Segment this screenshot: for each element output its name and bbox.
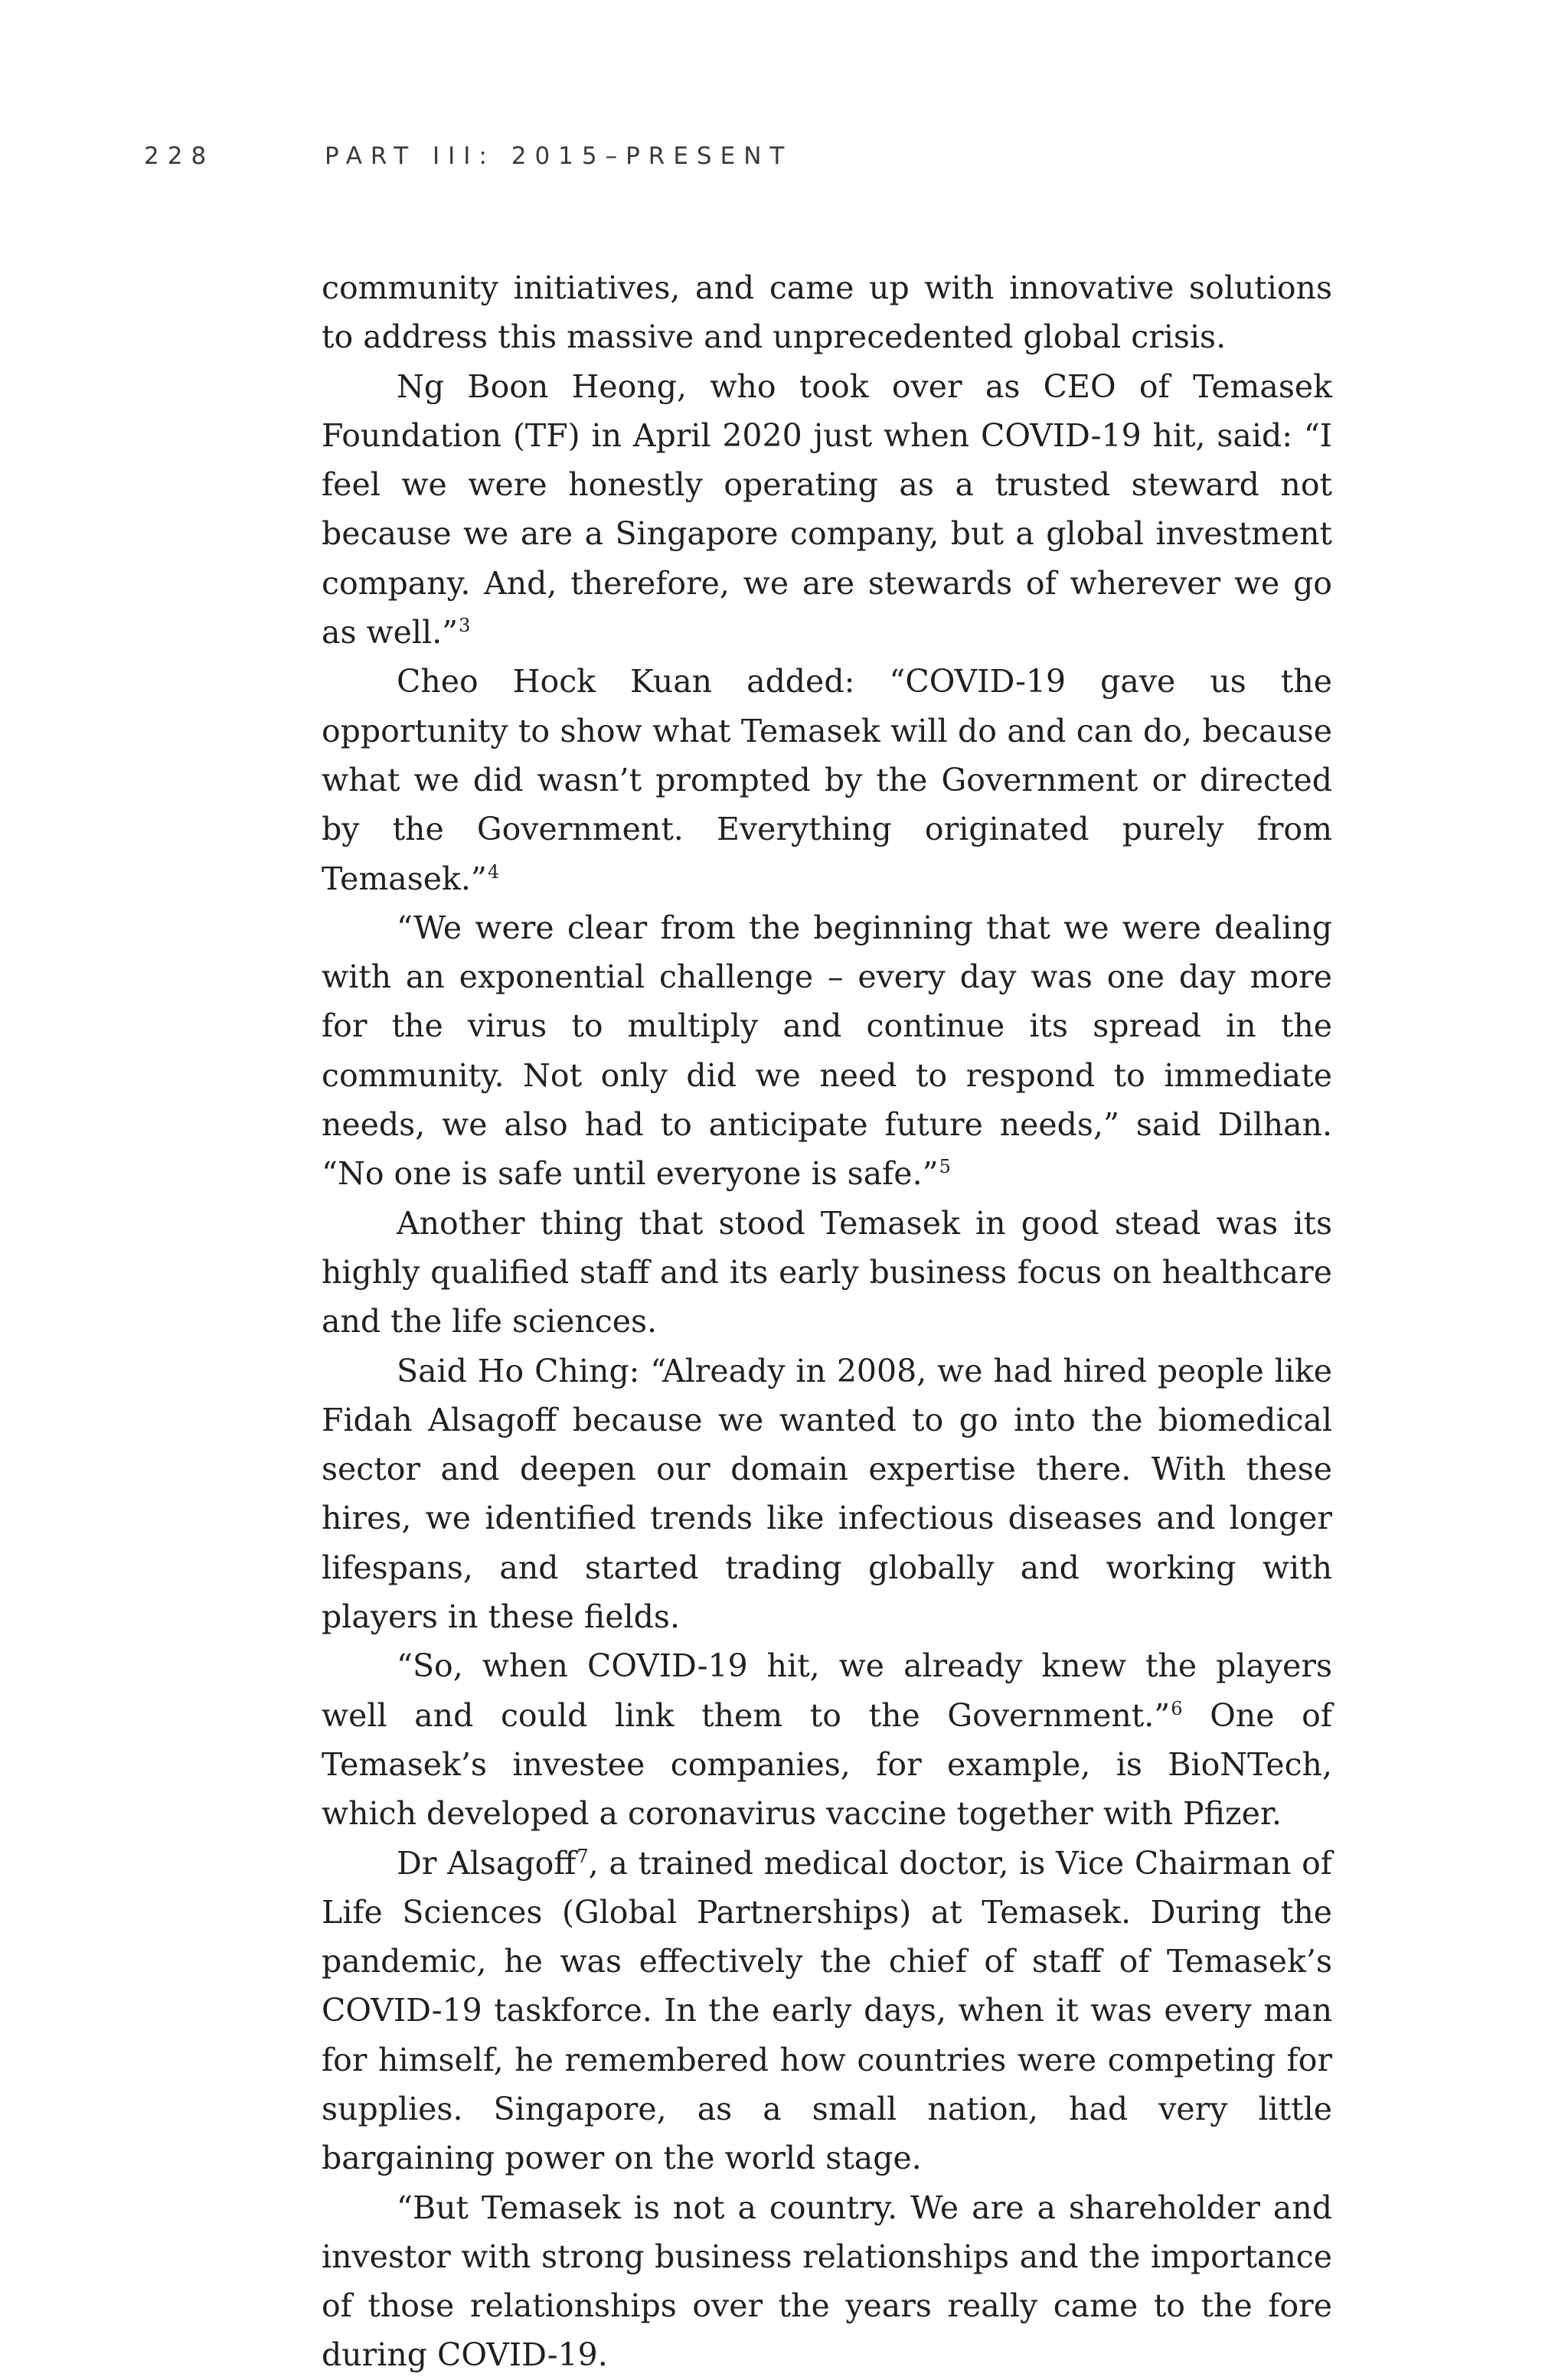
paragraph-text: Another thing that stood Temasek in good stead was its highly qualified staff and its early business focus on healthcare and the life sciences. (322, 1204, 1332, 1340)
running-title: PART III: 2015–PRESENT (325, 142, 793, 170)
paragraph (322, 1347, 1332, 1642)
running-header (144, 142, 792, 170)
footnote-ref: 4 (487, 860, 500, 883)
footnote-ref: 6 (1171, 1697, 1183, 1719)
paragraph (322, 903, 1332, 1199)
paragraph-text: “We were clear from the beginning that we were dealing with an exponential challenge – every day was one day more for the virus to multiply and continue its spread in the community. Not only did we need to respond to immediate needs, we also had to anticipate future needs,” said Dilhan. “No one is safe until everyone is safe.” (322, 909, 1332, 1193)
paragraph-text: community initiatives, and came up with innovative solutions to address this massive and unprecedented global crisis. (322, 269, 1332, 356)
paragraph-text: Dr Alsagoff (397, 1844, 577, 1882)
paragraph-text: Cheo Hock Kuan added: “COVID-19 gave us the opportunity to show what Temasek will do and can do, because what we did wasn’t prompted by the Government or directed by the Government. Everything originated purely from Temasek.” (322, 663, 1332, 897)
paragraph-continued (322, 263, 1332, 362)
paragraph-text: “So, when COVID-19 hit, we already knew the players well and could link them to the Government.” (322, 1647, 1332, 1734)
paragraph-text: One of Temasek’s investee companies, for example, is BioNTech, which developed a coronavirus vaccine together with Pfizer. (322, 1696, 1332, 1833)
footnote-ref: 3 (459, 615, 471, 637)
paragraph (322, 1641, 1332, 1838)
page-number: 228 (144, 142, 215, 170)
paragraph (322, 1839, 1332, 2183)
paragraph-text: Ng Boon Heong, who took over as CEO of Temasek Foundation (TF) in April 2020 just when COVID-19 hit, said: “I feel we were honestly operating as a trusted steward not because we are a Singapore company, but a global investment company. And, therefore, we are stewards of wherever we go as well.” (322, 367, 1332, 651)
paragraph (322, 657, 1332, 903)
footnote-ref: 5 (939, 1156, 951, 1178)
paragraph (322, 362, 1332, 658)
body-text (322, 263, 1332, 2380)
paragraph-text: , a trained medical doctor, is Vice Chairman of Life Sciences (Global Partnerships) at Temasek. During the pandemic, he was effectively the chief of staff of Temasek’s COVID-19 taskforce. In the early days, when it was every man for himself, he remembered how countries were competing for supplies. Singapore, as a small nation, had very little bargaining power on the world stage. (322, 1844, 1332, 2177)
paragraph (322, 1199, 1332, 1347)
footnote-ref: 7 (577, 1845, 589, 1867)
paragraph (322, 2183, 1332, 2380)
paragraph-text: Said Ho Ching: “Already in 2008, we had hired people like Fidah Alsagoff because we wanted to go into the biomedical sector and deepen our domain expertise there. With these hires, we identified trends like infectious diseases and longer lifespans, and started trading globally and working with players in these fields. (322, 1352, 1332, 1636)
paragraph-text: “But Temasek is not a country. We are a shareholder and investor with strong business relationships and the importance of those relationships over the years really came to the fore during COVID-19. (322, 2189, 1332, 2374)
